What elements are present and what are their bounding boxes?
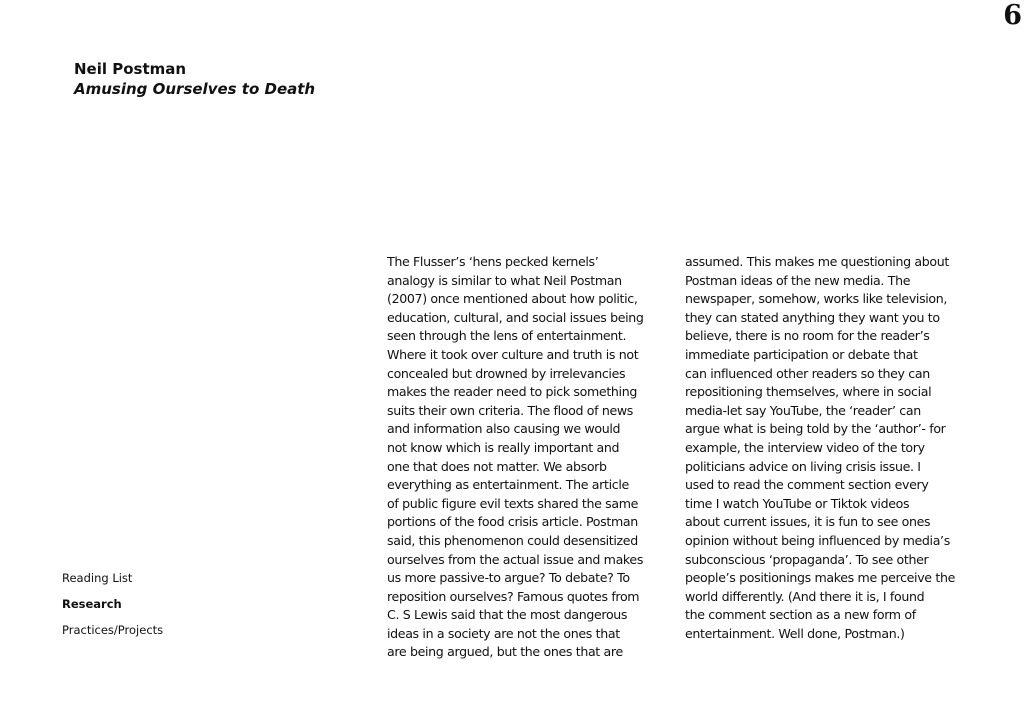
text-line: suits their own criteria. The flood of news bbox=[387, 402, 634, 418]
text-line: seen through the lens of entertainment. bbox=[387, 328, 627, 344]
text-line: us more passive-to argue? To debate? To bbox=[387, 570, 630, 586]
text-line: immediate participation or debate that bbox=[685, 346, 918, 362]
text-line: can influenced other readers so they can bbox=[685, 365, 930, 381]
text-line: of public figure evil texts shared the same bbox=[387, 495, 639, 511]
text-line: analogy is similar to what Neil Postman bbox=[387, 272, 622, 288]
text-line: media-let say YouTube, the ‘reader’ can bbox=[685, 402, 921, 418]
text-line: subconscious ‘propaganda’. To see other bbox=[685, 551, 929, 567]
text-line: everything as entertainment. The article bbox=[387, 477, 629, 493]
text-line: one that does not matter. We absorb bbox=[387, 458, 607, 474]
body-text-left-column bbox=[387, 253, 644, 662]
text-line: world differently. (And there it is, I found bbox=[685, 588, 925, 604]
text-line: repositioning themselves, where in social bbox=[685, 384, 932, 400]
text-line: not know which is really important and bbox=[387, 439, 620, 455]
text-line: concealed but drowned by irrelevancies bbox=[387, 365, 626, 381]
text-line: politicians advice on living crisis issue. I bbox=[685, 458, 921, 474]
text-line: newspaper, somehow, works like television, bbox=[685, 291, 948, 307]
text-line: about current issues, it is fun to see ones bbox=[685, 514, 931, 530]
author-name: Neil Postman bbox=[74, 60, 187, 78]
text-line: are being argued, but the ones that are bbox=[387, 644, 623, 660]
text-line: C. S Lewis said that the most dangerous bbox=[387, 607, 628, 623]
text-line: time I watch YouTube or Tiktok videos bbox=[685, 495, 910, 511]
text-line: ideas in a society are not the ones that bbox=[387, 625, 620, 641]
section-nav bbox=[62, 570, 163, 648]
text-line: entertainment. Well done, Postman.) bbox=[685, 625, 905, 641]
nav-item-reading-list[interactable]: Reading List bbox=[62, 571, 133, 585]
text-line: opinion without being influenced by media’s bbox=[685, 532, 950, 548]
text-line: assumed. This makes me questioning about bbox=[685, 254, 949, 269]
text-line: people’s positionings makes me perceive the bbox=[685, 570, 955, 586]
text-line: reposition ourselves? Famous quotes from bbox=[387, 588, 640, 604]
text-line: example, the interview video of the tory bbox=[685, 439, 925, 455]
nav-item-practices-projects[interactable]: Practices/Projects bbox=[62, 623, 164, 637]
text-line: ourselves from the actual issue and makes bbox=[387, 551, 644, 567]
text-line: portions of the food crisis article. Postman bbox=[387, 514, 638, 530]
text-line: used to read the comment section every bbox=[685, 477, 929, 493]
text-line: argue what is being told by the ‘author’- for bbox=[685, 421, 946, 437]
text-line: Postman ideas of the new media. The bbox=[685, 272, 911, 288]
text-line: believe, there is no room for the reader’s bbox=[685, 328, 930, 344]
text-line: said, this phenomenon could desensitized bbox=[387, 532, 638, 548]
text-line: Where it took over culture and truth is not bbox=[387, 346, 639, 362]
text-line: The Flusser’s ‘hens pecked kernels’ bbox=[387, 254, 599, 269]
text-line: they can stated anything they want you to bbox=[685, 309, 940, 325]
book-title: Amusing Ourselves to Death bbox=[74, 80, 316, 98]
text-line: makes the reader need to pick something bbox=[387, 384, 637, 400]
body-text-right-column bbox=[685, 253, 955, 643]
text-line: education, cultural, and social issues being bbox=[387, 309, 644, 325]
text-line: and information also causing we would bbox=[387, 421, 621, 437]
page-number: 6 bbox=[1003, 0, 1022, 31]
document-header bbox=[74, 59, 315, 99]
text-line: (2007) once mentioned about how politic, bbox=[387, 291, 638, 307]
nav-item-research[interactable]: Research bbox=[62, 597, 122, 611]
text-line: the comment section as a new form of bbox=[685, 607, 916, 623]
